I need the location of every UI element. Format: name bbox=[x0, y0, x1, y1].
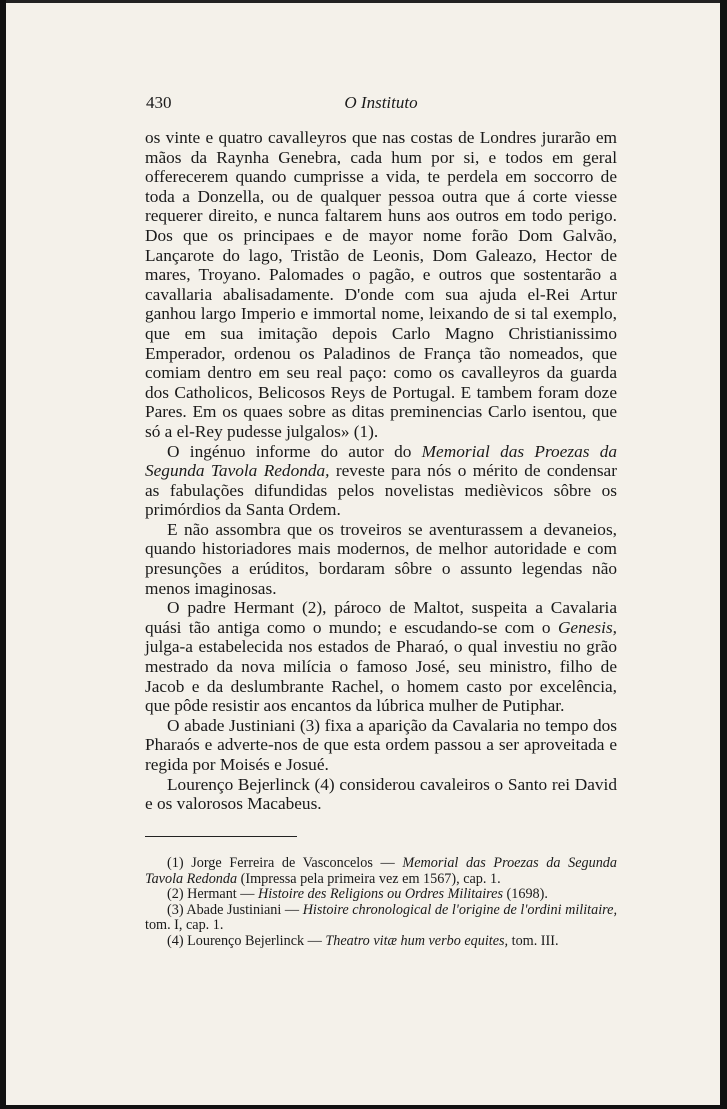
paragraph-4 bbox=[145, 598, 617, 716]
scan-border-bottom bbox=[0, 1105, 727, 1109]
footnote-4-tail: tom. III. bbox=[508, 932, 559, 949]
paragraph-1: os vinte e quatro cavalleyros que nas costas de Londres jurarão em mãos da Raynha Genebra, cada hum por si, e todos em geral offerecerem quando cumprisse a vida, te perdela em soccorro de toda a Donzella, ou de qualquer pessoa outra que á corte viesse requerer direito, e nunca faltarem huns aos outros em todo perigo. Dos que os principaes e de mayor nome forão Dom Galvão, Lançarote do lago, Tristão de Leonis, Dom Galeazo, Hector de mares, Troyano. Palomades o pagão, e outros que sostentarão a cavallaria abalisadamente. D'onde com sua ajuda el-Rei Artur ganhou largo Imperio e immortal nome, leixando de si tal exemplo, que em sua imitação depois Carlo Magno Christianissimo Emperador, ordenou os Paladinos de França tão nomeados, que comiam dentro em seu real paço: como os cavalleyros da guarda dos Catholicos, Belicosos Reys de Portugal. E tambem foram doze Pares. Em os quaes sobre as ditas preminencias Carlo isentou, que só a el-Rey pudesse julgalos» (1). bbox=[145, 128, 617, 441]
footnote-2-tail: (1698). bbox=[503, 886, 548, 903]
footnote-4-title: Theatro vitæ hum verbo equites, bbox=[325, 932, 509, 949]
paragraph-2-book-title: Memorial das Proezas da Segunda Tavola Redonda, bbox=[145, 441, 617, 481]
footnote-2-lead: (2) Hermant — bbox=[167, 886, 259, 903]
paragraph-6: Lourenço Bejerlinck (4) considerou cavaleiros o Santo rei David e os valorosos Macabeus. bbox=[145, 774, 617, 814]
paragraph-4-text-a: O padre Hermant (2), pároco de Maltot, suspeita a Cavalaria quási tão antiga como o mundo; e escudando-se com o bbox=[145, 598, 617, 637]
footnote-3-tail: tom. I, cap. 1. bbox=[145, 917, 224, 934]
paragraph-5: O abade Justiniani (3) fixa a aparição da Cavalaria no tempo dos Pharaós e adverte-nos de que esta ordem passou a ser aproveitada e regida por Moisés e Josué. bbox=[145, 715, 617, 774]
footnotes bbox=[145, 856, 617, 950]
paragraph-4-genesis: Genesis, bbox=[557, 617, 617, 637]
footnote-4-lead: (4) Lourenço Bejerlinck — bbox=[167, 932, 326, 949]
main-text bbox=[145, 128, 617, 814]
footnote-3-lead: (3) Abade Justiniani — bbox=[167, 901, 303, 918]
footnote-1-title: Memorial das Proezas da Segunda Tavola Redonda bbox=[145, 855, 617, 887]
running-title: O Instituto bbox=[344, 93, 418, 112]
footnote-3 bbox=[145, 903, 617, 934]
scan-border-top bbox=[0, 0, 727, 3]
paragraph-3: E não assombra que os troveiros se aventurassem a devaneios, quando historiadores mais modernos, de melhor autoridade e com presunções a erúditos, bordaram sôbre o assunto legendas não menos imaginosas. bbox=[145, 519, 617, 598]
paragraph-4-text-b: julga-a estabelecida nos estados de Pharaó, o qual investiu no grão mestrado da nova milícia o famoso José, seu ministro, filho de Jacob e da deslumbrante Rachel, o homem casto por excelência, que pôde resistir aos encantos da lúbrica mulher de Putiphar. bbox=[145, 637, 617, 716]
footnote-2 bbox=[145, 887, 617, 903]
paragraph-2-text-b: reveste para nós o mérito de condensar as fabulações difundidas pelos novelistas medièvicos sôbre os primórdios da Santa Ordem. bbox=[145, 461, 617, 520]
footnote-separator bbox=[145, 836, 297, 837]
page-number: 430 bbox=[146, 93, 172, 112]
footnote-3-title: Histoire chronological de l'origine de l'ordini militaire, bbox=[302, 901, 617, 918]
footnote-4 bbox=[145, 934, 617, 950]
footnote-1 bbox=[145, 856, 617, 887]
page-header bbox=[146, 93, 616, 117]
paragraph-2 bbox=[145, 442, 617, 520]
footnote-1-lead: (1) Jorge Ferreira de Vasconcelos — bbox=[167, 855, 403, 871]
paragraph-2-text-a: O ingénuo informe do autor do bbox=[167, 441, 422, 461]
footnote-2-title: Histoire des Religions ou Ordres Militaires bbox=[258, 886, 503, 903]
footnote-1-tail: (Impressa pela primeira vez em 1567), cap. 1. bbox=[237, 870, 501, 887]
scan-border-right bbox=[720, 0, 727, 1109]
scan-border-left bbox=[0, 0, 6, 1109]
